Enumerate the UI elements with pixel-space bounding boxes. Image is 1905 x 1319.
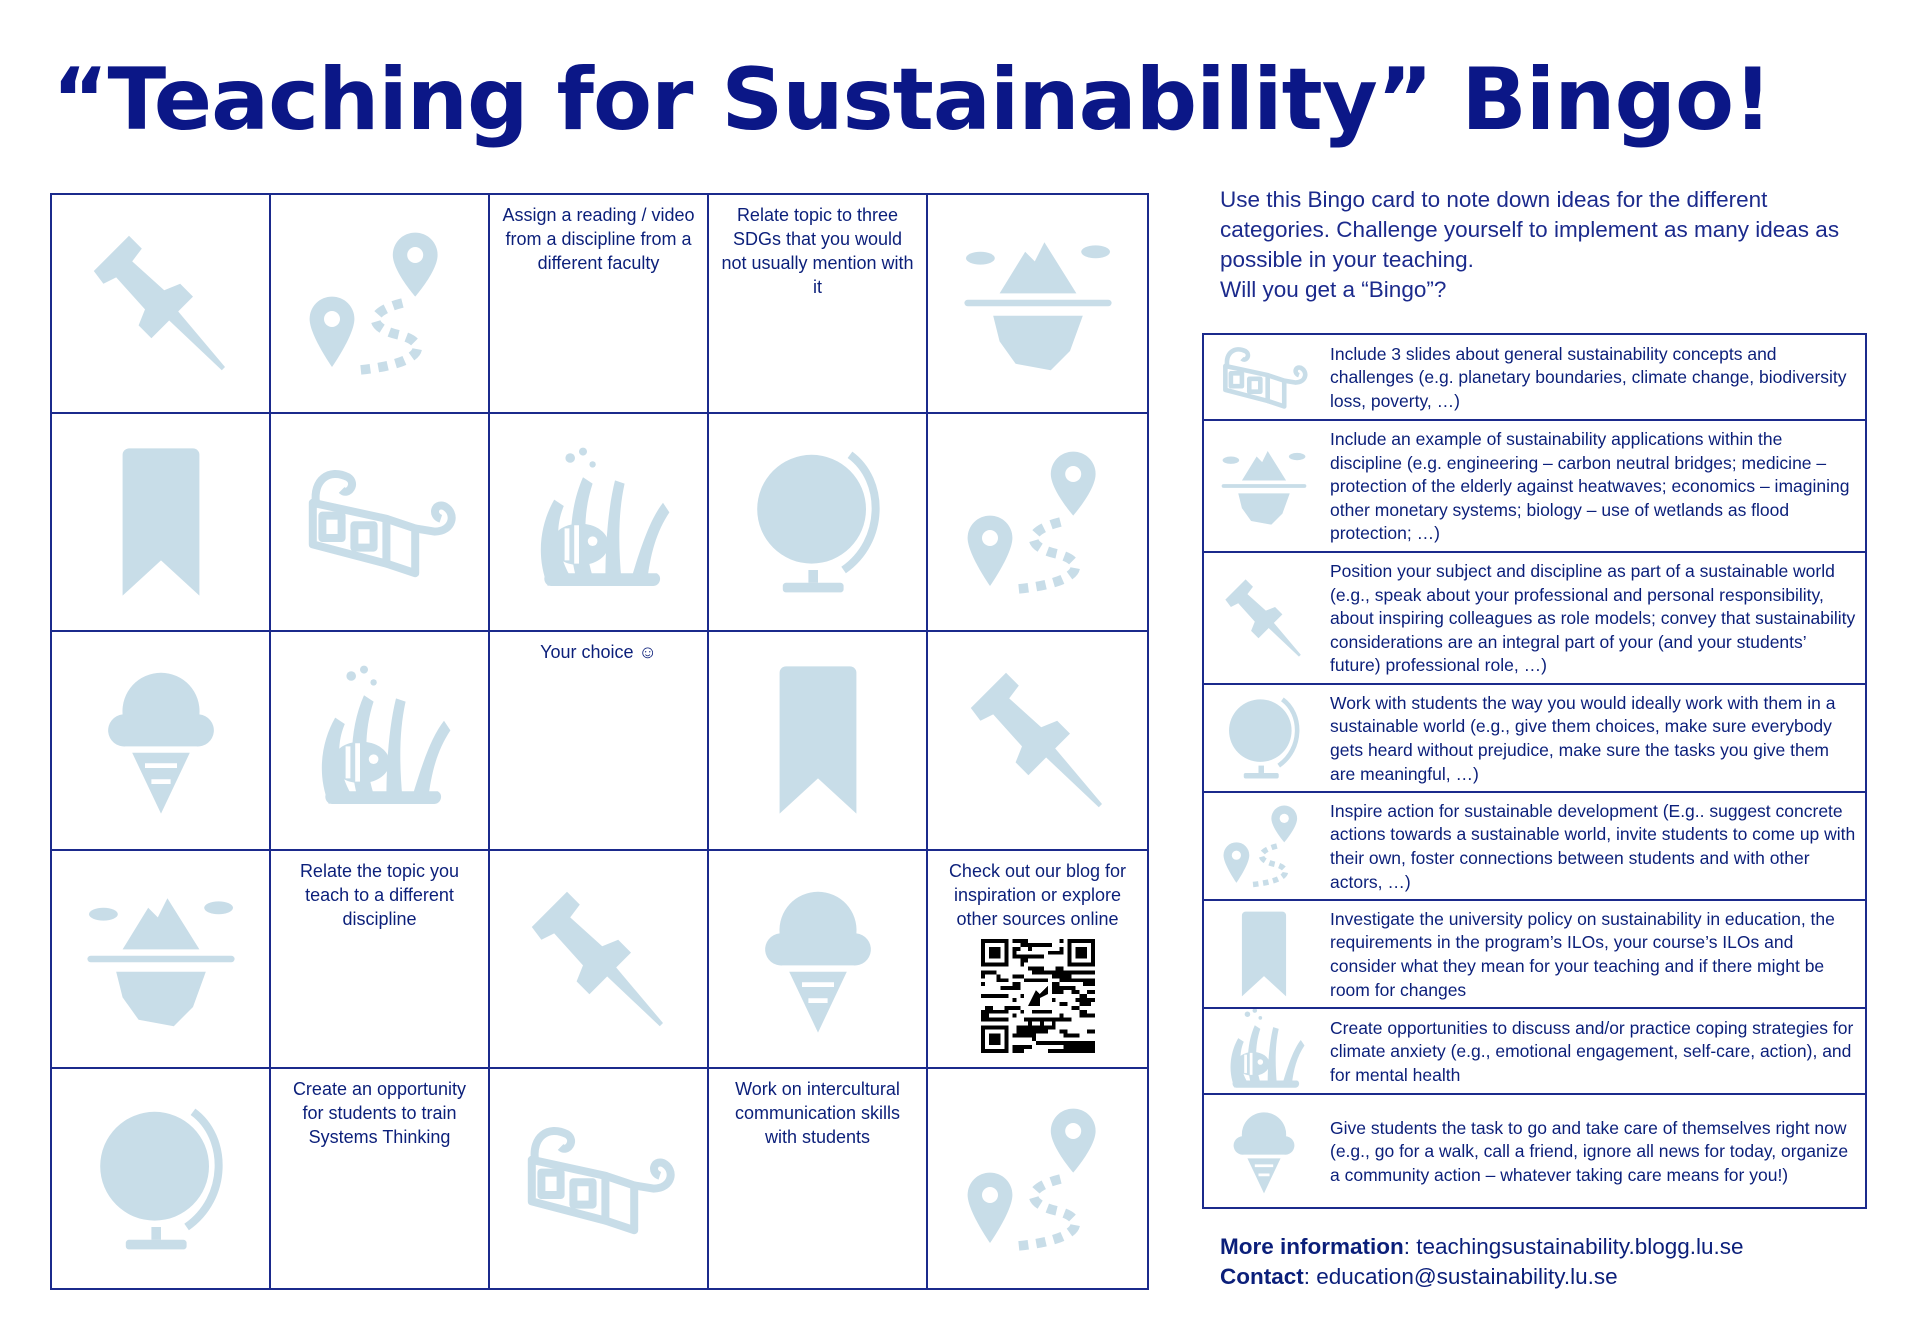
bingo-cell [928, 1069, 1147, 1288]
map-route-icon [300, 223, 460, 383]
bingo-cell-text: Check out our blog for inspiration or explore other sources online [948, 860, 1127, 929]
ice-cream-icon [81, 660, 241, 820]
bingo-cell [271, 632, 490, 851]
bingo-cell [52, 195, 271, 414]
bingo-cell-text: Work on intercultural communication skills with students [734, 1079, 901, 1148]
category-legend [1202, 333, 1867, 1209]
globe-icon [1204, 692, 1324, 784]
bingo-cell [928, 851, 1147, 1070]
bingo-cell [928, 414, 1147, 633]
contact-line [1220, 1262, 1744, 1292]
bingo-cell [271, 1069, 490, 1288]
legend-row [1204, 335, 1865, 421]
bingo-cell [52, 851, 271, 1070]
bingo-cell [52, 414, 271, 633]
bingo-cell [490, 632, 709, 851]
legend-description: Include an example of sustainability applications within the discipline (e.g. engineering – carbon neutral bridges; medicine – protection of the elderly against heatwaves; economics – imagining other monetary systems; biology – use of wetlands as flood protection; …) [1330, 429, 1850, 544]
pushpin-icon [81, 223, 241, 383]
bingo-cell [709, 851, 928, 1070]
coral-fish-icon [519, 442, 679, 602]
pushpin-icon [519, 879, 679, 1039]
bingo-cell [52, 1069, 271, 1288]
bingo-cell-text: Create an opportunity for students to train Systems Thinking [292, 1079, 467, 1148]
legend-description: Inspire action for sustainable development (E.g.. suggest concrete actions towards a sustainable world, invite students to come up with their own, foster connections between students and with other actors, …) [1330, 800, 1856, 892]
legend-row [1204, 685, 1865, 793]
map-route-icon [958, 442, 1118, 602]
bingo-cell [490, 851, 709, 1070]
coral-fish-icon [1204, 1009, 1324, 1095]
bingo-cell [52, 632, 271, 851]
globe-icon [738, 442, 898, 602]
bingo-cell-text: Assign a reading / video from a discipline from a different faculty [502, 205, 695, 273]
map-route-icon [958, 1099, 1118, 1259]
bingo-cell [271, 851, 490, 1070]
bingo-cell-text: Your choice ☺ [540, 642, 657, 663]
3d-glasses-icon [1204, 335, 1324, 421]
legend-description: Give students the task to go and take care of themselves right now (e.g., go for a walk, call a friend, ignore all news for today, organize a community action – whatever taking care means for you!) [1330, 1117, 1849, 1185]
legend-row [1204, 1095, 1865, 1207]
footer [1220, 1232, 1744, 1292]
bingo-cell [709, 414, 928, 633]
3d-glasses-icon [300, 442, 460, 602]
iceberg-icon [1204, 440, 1324, 532]
legend-description: Include 3 slides about general sustainability concepts and challenges (e.g. planetary boundaries, climate change, biodiversity loss, poverty, …) [1330, 343, 1847, 411]
contact-label: Contact [1220, 1264, 1304, 1289]
bingo-cell-text: Relate topic to three SDGs that you would not usually mention with it [721, 205, 914, 297]
more-information-label: More information [1220, 1234, 1404, 1259]
legend-row [1204, 901, 1865, 1009]
more-information-line [1220, 1232, 1744, 1262]
qr-code[interactable] [981, 939, 1095, 1053]
map-route-icon [1204, 800, 1324, 892]
bingo-cell-text: Relate the topic you teach to a different discipline [299, 860, 460, 929]
contact-email-link[interactable]: : education@sustainability.lu.se [1303, 1264, 1618, 1289]
coral-fish-icon [300, 660, 460, 820]
bingo-cell [490, 195, 709, 414]
bingo-cell [709, 1069, 928, 1288]
iceberg-icon [958, 223, 1118, 383]
legend-row [1204, 421, 1865, 553]
legend-row [1204, 553, 1865, 685]
more-information-link[interactable]: : teachingsustainability.blogg.lu.se [1403, 1234, 1744, 1259]
legend-description: Position your subject and discipline as part of a sustainable world (e.g., speak about your professional and personal responsibility, about inspiring colleagues as role models; convey that sustainability considerations are an integral part of your (and your students’ future) professional role, …) [1330, 561, 1856, 676]
intro-paragraph: Use this Bingo card to note down ideas for the different categories. Challenge yourself to implement as many ideas as possible in your teaching. [1220, 187, 1840, 272]
bookmark-icon [738, 660, 898, 820]
pushpin-icon [1204, 572, 1324, 664]
legend-description: Investigate the university policy on sustainability in education, the requirements in the program’s ILOs, your course’s ILOs and consider what they mean for your teaching and if there might be room for changes [1330, 908, 1835, 1000]
legend-description: Work with students the way you would ideally work with them in a sustainable world (e.g., give them choices, make sure everybody gets heard without prejudice, make sure the tasks you give them are meaningful, …) [1330, 692, 1836, 784]
pushpin-icon [958, 660, 1118, 820]
bookmark-icon [81, 442, 241, 602]
globe-icon [81, 1099, 241, 1259]
legend-row [1204, 793, 1865, 901]
bingo-cell [490, 414, 709, 633]
bingo-cell [271, 195, 490, 414]
bingo-cell [490, 1069, 709, 1288]
bingo-grid [50, 193, 1149, 1290]
iceberg-icon [81, 879, 241, 1039]
intro-text [1220, 185, 1860, 305]
intro-question: Will you get a “Bingo”? [1220, 277, 1447, 302]
page-title: “Teaching for Sustainability” Bingo! [52, 50, 1772, 150]
bingo-cell [271, 414, 490, 633]
ice-cream-icon [738, 879, 898, 1039]
3d-glasses-icon [519, 1099, 679, 1259]
bookmark-icon [1204, 908, 1324, 1000]
bingo-cell [928, 195, 1147, 414]
legend-description: Create opportunities to discuss and/or practice coping strategies for climate anxiety (e.g., emotional engagement, self-care, action), and for mental health [1330, 1017, 1854, 1085]
bingo-cell [709, 632, 928, 851]
bingo-cell [928, 632, 1147, 851]
bingo-cell [709, 195, 928, 414]
legend-row [1204, 1009, 1865, 1095]
ice-cream-icon [1204, 1105, 1324, 1197]
